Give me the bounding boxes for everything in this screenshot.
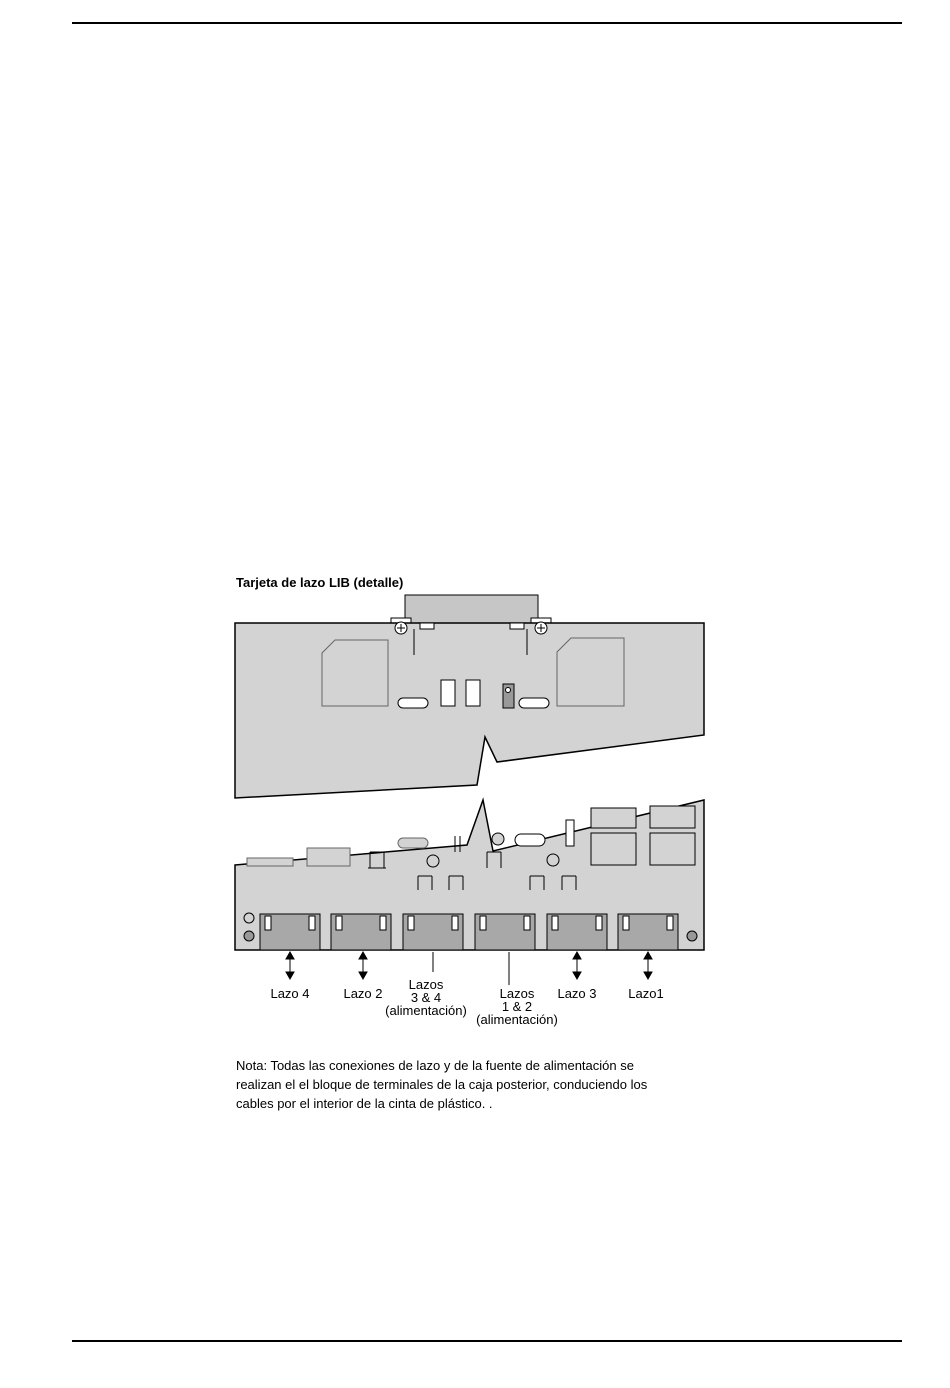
double-arrow-lazo4-icon xyxy=(286,952,294,979)
note-line: Nota: Todas las conexiones de lazo y de la fuente de alimentación se xyxy=(236,1058,634,1073)
terminal-block-lazo2 xyxy=(331,914,391,950)
terminal-block-lazo4 xyxy=(260,914,320,950)
double-arrow-lazo2-icon xyxy=(359,952,367,979)
label-lazos-1-2 xyxy=(476,987,558,1026)
label-lazos-1-2-line2: 1 & 2 xyxy=(501,999,533,1014)
screw-right-icon xyxy=(535,622,547,634)
label-lazos-1-2-line3: (alimentación) xyxy=(476,1012,558,1027)
terminal-block-lazos-1-2 xyxy=(475,914,535,950)
terminal-block-lazos-3-4 xyxy=(403,914,463,950)
double-arrow-lazo1-icon xyxy=(644,952,652,979)
label-lazo4: Lazo 4 xyxy=(270,986,310,1001)
board-upper-section xyxy=(235,623,704,798)
label-lazo1: Lazo1 xyxy=(628,986,664,1001)
note-line: cables por el interior de la cinta de plástico. . xyxy=(236,1096,493,1111)
figure-title: Tarjeta de lazo LIB (detalle) xyxy=(236,575,404,590)
terminal-block-lazo3 xyxy=(547,914,607,950)
footer-rule xyxy=(72,1340,902,1342)
label-lazos-1-2-line1: Lazos xyxy=(499,986,535,1001)
label-lazos-3-4 xyxy=(385,978,467,1017)
note-line: realizan el el bloque de terminales de la caja posterior, conduciendo los xyxy=(236,1077,648,1092)
double-arrow-lazo3-icon xyxy=(573,952,581,979)
label-lazo3: Lazo 3 xyxy=(557,986,597,1001)
label-lazos-3-4-line2: 3 & 4 xyxy=(410,990,442,1005)
label-lazos-3-4-line3: (alimentación) xyxy=(385,1003,467,1018)
label-lazo2: Lazo 2 xyxy=(343,986,383,1001)
note-paragraph xyxy=(236,1056,756,1113)
screw-left-icon xyxy=(395,622,407,634)
label-lazos-3-4-line1: Lazos xyxy=(408,977,444,992)
terminal-block-lazo1 xyxy=(618,914,678,950)
